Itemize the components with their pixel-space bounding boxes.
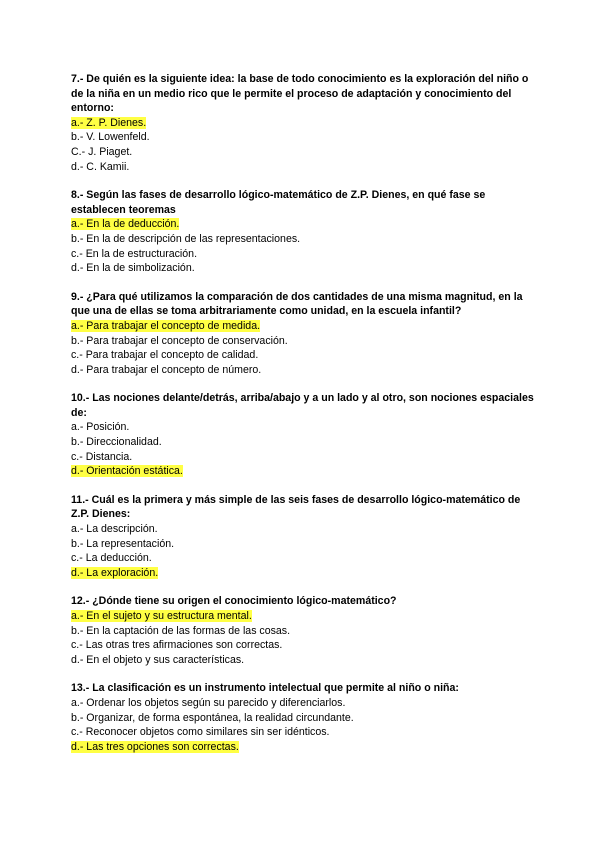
option-b: b.- Direccionalidad. [71, 436, 162, 449]
correct-answer-highlight: a.- En la de deducción. [71, 218, 180, 231]
options-list [71, 420, 541, 478]
option-b: b.- La representación. [71, 537, 175, 550]
option-b: b.- En la captación de las formas de las cosas. [71, 624, 291, 637]
question-text: 8.- Según las fases de desarrollo lógico-matemático de Z.P. Dienes, en qué fase se establecen teoremas [71, 189, 486, 216]
options-list [71, 319, 541, 377]
question-text: 13.- La clasificación es un instrumento intelectual que permite al niño o niña: [71, 682, 459, 695]
option-a [71, 319, 541, 334]
option-d: d.- En el objeto y sus características. [71, 653, 245, 666]
question-text: 9.- ¿Para qué utilizamos la comparación de dos cantidades de una misma magnitud, en la que una de ellas se toma arbitrariamente como unidad, en la escuela infantil? [71, 290, 523, 318]
question-7 [71, 72, 541, 174]
option-d: d.- C. Kamii. [71, 160, 130, 173]
option-c: c.- En la de estructuración. [71, 247, 198, 260]
options-list [71, 217, 541, 275]
option-b: b.- En la de descripción de las representaciones. [71, 232, 301, 245]
option-c: c.- La deducción. [71, 552, 152, 565]
question-12 [71, 594, 541, 667]
question-11 [71, 493, 541, 581]
option-c: c.- Las otras tres afirmaciones son correctas. [71, 639, 283, 652]
option-a: a.- Posición. [71, 421, 130, 434]
option-a: a.- Ordenar los objetos según su parecido y diferenciarlos. [71, 696, 346, 709]
correct-answer-highlight: a.- En el sujeto y su estructura mental. [71, 610, 252, 622]
question-text: 7.- De quién es la siguiente idea: la base de todo conocimiento es la exploración del niño o de la niña en un medio rico que le permite el proceso de adaptación y conocimiento del entorno: [71, 73, 529, 115]
option-d: d.- Para trabajar el concepto de número. [71, 363, 262, 376]
options-list [71, 609, 541, 667]
question-8 [71, 188, 541, 276]
option-d: d.- En la de simbolización. [71, 262, 195, 275]
question-10 [71, 391, 541, 479]
option-d [71, 566, 541, 581]
option-a [71, 116, 541, 131]
correct-answer-highlight: a.- Para trabajar el concepto de medida. [71, 319, 261, 332]
options-list [71, 522, 541, 580]
option-a [71, 217, 541, 232]
option-a [71, 609, 541, 624]
option-b: b.- Para trabajar el concepto de conservación. [71, 334, 288, 347]
option-d [71, 740, 541, 755]
option-d [71, 464, 541, 479]
document-page [71, 72, 541, 768]
option-c: c.- Reconocer objetos como similares sin ser idénticos. [71, 726, 330, 739]
question-9 [71, 290, 541, 378]
correct-answer-highlight: d.- La exploración. [71, 566, 159, 579]
question-13 [71, 681, 541, 754]
correct-answer-highlight: d.- Las tres opciones son correctas. [71, 740, 239, 753]
option-c: c.- Para trabajar el concepto de calidad. [71, 349, 259, 362]
question-text: 12.- ¿Dónde tiene su origen el conocimiento lógico-matemático? [71, 595, 397, 608]
options-list [71, 116, 541, 174]
correct-answer-highlight: a.- Z. P. Dienes. [71, 116, 147, 129]
correct-answer-highlight: d.- Orientación estática. [71, 465, 183, 478]
question-text: 10.- Las nociones delante/detrás, arriba/abajo y a un lado y al otro, son nociones espaciales de: [71, 392, 534, 419]
question-text: 11.- Cuál es la primera y más simple de las seis fases de desarrollo lógico-matemático de Z.P. Dienes: [71, 493, 521, 521]
option-b: b.- V. Lowenfeld. [71, 131, 150, 144]
option-b: b.- Organizar, de forma espontánea, la realidad circundante. [71, 711, 354, 724]
options-list [71, 696, 541, 754]
option-a: a.- La descripción. [71, 523, 158, 536]
option-c: C.- J. Piaget. [71, 145, 133, 158]
option-c: c.- Distancia. [71, 450, 133, 463]
